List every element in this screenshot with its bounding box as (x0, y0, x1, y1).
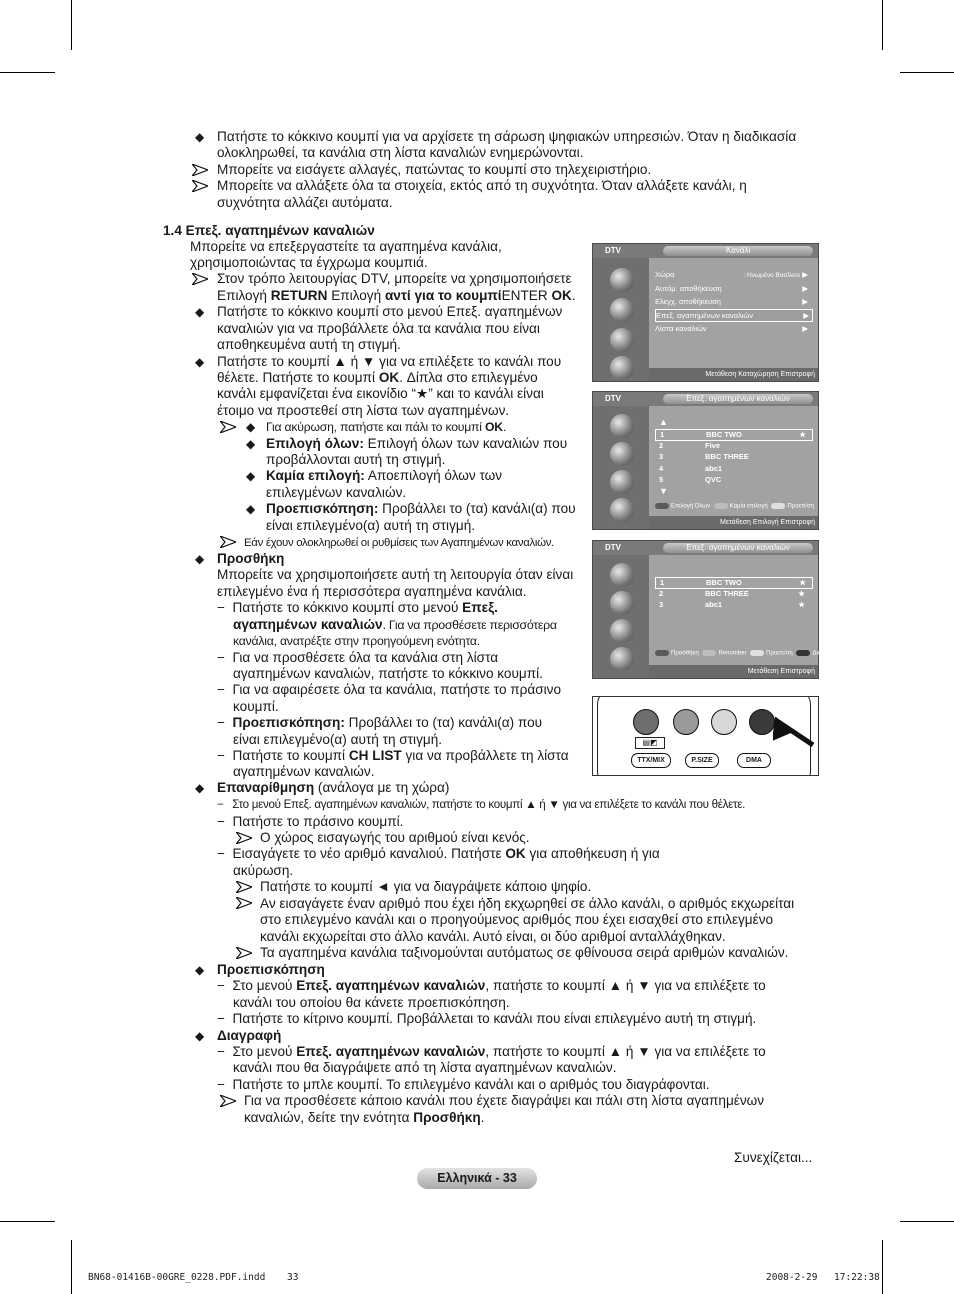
blue-button[interactable] (749, 709, 775, 735)
body-text: καναλιών για να προβάλλετε όλα τα κανάλια που είναι (217, 321, 540, 336)
menu-item-auto-store[interactable]: Αυτόμ. αποθήκευση ▶ (655, 284, 808, 293)
note-text: στο επιλεγμένο κανάλι και ο προηγούμενος αριθμός που έχει εισαχθεί στο επιλεγμένο (260, 912, 774, 927)
green-button[interactable] (673, 709, 699, 735)
body-text: αγαπημένων καναλιών. (233, 764, 375, 779)
crop-mark (900, 1221, 954, 1222)
setup-gear-icon (610, 328, 634, 352)
panel-sidebar (593, 258, 649, 381)
body-text: ακύρωση. (233, 863, 294, 878)
picture-icon (610, 268, 634, 292)
note-arrow-icon (192, 164, 208, 176)
channel-row[interactable]: 5 QVC (659, 475, 722, 484)
footer-filename: BN68-01416B-00GRE_0228.PDF.indd (88, 1272, 266, 1283)
subsection-title: Επαναρίθμηση (ανάλογα με τη χώρα) (217, 780, 450, 795)
crop-mark (71, 0, 72, 50)
body-text: κουμπί. (233, 699, 279, 714)
remote-control-image (592, 696, 819, 776)
body-text: είναι επιλεγμένο(α) αυτή τη στιγμή. (233, 732, 443, 747)
dash-text: − Για να προσθέσετε όλα τα κανάλια στη λίστα (217, 650, 499, 665)
channel-row[interactable]: 1 BBC TWO ★ (655, 429, 813, 441)
diamond-bullet-icon: ◆ (195, 305, 205, 319)
panel-footer: Μετάθεση Επιλογή Επιστροφή (649, 516, 818, 529)
sound-icon (610, 591, 634, 615)
body-text: κανάλια, ανατρέξτε στην προηγούμενη ενότητα. (233, 634, 480, 648)
diamond-bullet-icon: ◆ (195, 781, 205, 795)
subsection-title: Προσθήκη (217, 551, 285, 566)
diamond-bullet-icon: ◆ (195, 130, 205, 144)
crop-mark (71, 1240, 72, 1294)
sound-icon (610, 442, 634, 466)
body-text: Για ακύρωση, πατήστε και πάλι το κουμπί OK. (266, 420, 507, 434)
picture-icon (610, 414, 634, 438)
dash-text: − Πατήστε το κίτρινο κουμπί. Προβάλλεται το κανάλι που είναι επιλεγμένο αυτή τη στιγμή. (217, 1011, 757, 1026)
channel-row[interactable]: 2 Five (659, 441, 721, 450)
panel-body (649, 555, 818, 665)
note-arrow-icon (236, 881, 252, 893)
dash-text: − Στο μενού Επεξ. αγαπημένων καναλιών, πατήστε το κουμπί ▲ ή ▼ για να επιλέξετε το κανάλι που θέλετε. (217, 798, 746, 811)
section-text: χρησιμοποιώντας τα έγχρωμα κουμπιά. (190, 255, 428, 270)
sound-icon (610, 298, 634, 322)
note-arrow-icon (236, 897, 252, 909)
dash-text: − Πατήστε το μπλε κουμπί. Το επιλεγμένο κανάλι και ο αριθμός του διαγράφονται. (217, 1077, 710, 1092)
input-icon (610, 356, 634, 380)
note-arrow-icon (220, 421, 236, 433)
body-text: είναι επιλεγμένο(α) αυτή τη στιγμή. (266, 518, 476, 533)
panel-title: Κανάλι (663, 246, 813, 256)
menu-item-manual-store[interactable]: Ελεγχ. αποθήκευση ▶ (655, 297, 808, 306)
input-icon (610, 647, 634, 671)
dash-text: − Στο μενού Επεξ. αγαπημένων καναλιών, πατήστε το κουμπί ▲ ή ▼ για να επιλέξετε το (217, 978, 766, 993)
note-text: Για να προσθέσετε κάποιο κανάλι που έχετε διαγράψει και πάλι στη λίστα αγαπημένων (244, 1093, 765, 1108)
body-text: θέλετε. Πατήστε το κουμπί OK. Δίπλα στο επιλεγμένο (217, 370, 538, 385)
note-text: Μπορείτε να αλλάξετε όλα τα στοιχεία, εκτός από τη συχνότητα. Όταν αλλάξετε κανάλι, η (217, 178, 747, 193)
dash-text: − Πατήστε το κουμπί CH LIST για να προβάλλετε τη λίστα (217, 748, 569, 763)
crop-mark (900, 72, 954, 73)
section-title: 1.4 Επεξ. αγαπημένων καναλιών (163, 223, 375, 238)
footer-page: 33 (287, 1272, 299, 1283)
body-text: Καμία επιλογή: Αποεπιλογή όλων των (266, 468, 503, 483)
body-text: Επιλογή RETURN Επιλογή αντί για το κουμπίENTER OK. (217, 288, 576, 303)
subsection-title: Προεπισκόπηση (217, 962, 325, 977)
channel-row[interactable]: 2 BBC THREE ★ (659, 589, 805, 598)
dma-button[interactable]: DMA (737, 753, 771, 768)
diamond-bullet-icon: ◆ (246, 437, 256, 451)
section-text: Μπορείτε να επεξεργαστείτε τα αγαπημένα κανάλια, (190, 239, 502, 254)
body-text: αποθηκευμένα αυτή τη στιγμή. (217, 337, 401, 352)
crop-mark (882, 1240, 883, 1294)
diamond-bullet-icon: ◆ (246, 502, 256, 516)
diamond-bullet-icon: ◆ (195, 963, 205, 977)
intro-text: ολοκληρωθεί, τα κανάλια στη λίστα καναλιών ενημερώνονται. (217, 145, 584, 160)
diamond-bullet-icon: ◆ (195, 1029, 205, 1043)
note-arrow-icon (236, 832, 252, 844)
picture-icon (610, 563, 634, 587)
dash-text: − Στο μενού Επεξ. αγαπημένων καναλιών, πατήστε το κουμπί ▲ ή ▼ για να επιλέξετε το (217, 1044, 766, 1059)
panel-footer: Μετάθεση Καταχώρηση Επιστροφή (649, 368, 818, 381)
body-text: Πατήστε το κόκκινο κουμπί στο μενού Επεξ. αγαπημένων (217, 304, 563, 319)
body-text: έτοιμο να προστεθεί στη λίστα των αγαπημένων. (217, 403, 510, 418)
diamond-bullet-icon: ◆ (246, 469, 256, 483)
teletext-icon: ▤◩ (635, 737, 665, 749)
note-text: συχνότητα αλλάζει αυτόματα. (217, 195, 393, 210)
panel-title: Επεξ. αγαπημένων καναλιών (663, 394, 813, 404)
channel-row[interactable]: 1 BBC TWO ★ (655, 577, 813, 589)
dash-text: − Πατήστε το κόκκινο κουμπί στο μενού Επεξ. (217, 600, 498, 615)
color-button-hints: Επιλογή Όλων Καμία επιλογή Προεπ/ση (653, 503, 815, 510)
ttx-mix-button[interactable]: TTX/MIX (631, 753, 671, 768)
note-arrow-icon (192, 273, 208, 285)
continued-text: Συνεχίζεται... (734, 1150, 813, 1165)
body-text: επιλεγμένο ένα ή περισσότερα αγαπημένα κανάλια. (217, 584, 527, 599)
note-text: κανάλι εκχωρείται στο άλλο κανάλι. Αυτό είναι, οι δύο αριθμοί ανταλλάχθηκαν. (260, 929, 726, 944)
menu-item-country[interactable]: Χώρα : Ηνωμένο Βασίλειο ▶ (655, 270, 808, 279)
color-button-hints: Προσθήκη Renumber Προεπ/ση Διαγραφή (653, 650, 815, 657)
body-text: αγαπημένων καναλιών. Για να προσθέσετε περισσότερα (233, 617, 557, 632)
input-icon (610, 498, 634, 522)
channel-row[interactable]: 3 BBC THREE (659, 452, 749, 461)
page-number-badge: Ελληνικά - 33 (417, 1168, 537, 1189)
channel-row[interactable]: 3 abc1 ★ (659, 600, 805, 609)
panel-sidebar (593, 406, 649, 529)
footer-time: 17:22:38 (834, 1272, 880, 1283)
note-text: Μπορείτε να εισάγετε αλλαγές, πατώντας το κουμπί στο τηλεχειριστήριο. (217, 162, 652, 177)
setup-gear-icon (610, 619, 634, 643)
diamond-bullet-icon: ◆ (246, 420, 256, 434)
body-text: Επιλογή όλων: Επιλογή όλων των καναλιών που (266, 436, 568, 451)
dash-text: − Για να αφαιρέσετε όλα τα κανάλια, πατήστε το πράσινο (217, 682, 562, 697)
crop-mark (0, 1221, 55, 1222)
body-text: κανάλι που θα διαγράψετε από τη λίστα αγαπημένων καναλιών. (233, 1060, 617, 1075)
dash-text: − Προεπισκόπηση: Προβάλλει το (τα) κανάλι(α) που (217, 715, 543, 730)
note-text: Αν εισαγάγετε έναν αριθμό που έχει ήδη εκχωρηθεί σε άλλο κανάλι, ο αριθμός εκχωρείται (260, 896, 795, 911)
red-button[interactable] (633, 709, 659, 735)
psize-button[interactable]: P.SIZE (685, 753, 719, 768)
edit-favourites-panel (592, 391, 819, 530)
note-text: Τα αγαπημένα κανάλια ταξινομούνται αυτόματως σε φθίνουσα σειρά αριθμών καναλιών. (260, 945, 789, 960)
favourites-list-panel (592, 540, 839, 679)
scroll-down-icon[interactable]: ▼ (659, 486, 668, 496)
body-text: Προεπισκόπηση: Προβάλλει το (τα) κανάλι(α) που (266, 501, 576, 516)
diamond-bullet-icon: ◆ (195, 552, 205, 566)
body-text: αγαπημένων καναλιών, πατήστε το κόκκινο κουμπί. (233, 666, 543, 681)
channel-menu-panel (592, 243, 819, 382)
note-arrow-icon (220, 536, 236, 548)
body-text: επιλεγμένων καναλιών. (266, 485, 407, 500)
setup-gear-icon (610, 470, 634, 494)
note-text: Ο χώρος εισαγωγής του αριθμού είναι κενός. (260, 830, 530, 845)
yellow-button[interactable] (711, 709, 737, 735)
dtv-label: DTV (605, 394, 621, 403)
body-text: προβάλλονται αυτή τη στιγμή. (266, 452, 446, 467)
dash-text: − Εισαγάγετε το νέο αριθμό καναλιού. Πατήστε OK για αποθήκευση ή για (217, 846, 660, 861)
note-arrow-icon (236, 947, 252, 959)
body-text: Στον τρόπο λειτουργίας DTV, μπορείτε να χρησιμοποιήσετε (217, 271, 572, 286)
note-arrow-icon (220, 1095, 236, 1107)
body-text: Εάν έχουν ολοκληρωθεί οι ρυθμίσεις των Αγαπημένων καναλιών. (244, 537, 554, 549)
dash-text: − Πατήστε το πράσινο κουμπί. (217, 814, 404, 829)
channel-row[interactable]: 4 abc1 (659, 464, 723, 473)
body-text: Μπορείτε να χρησιμοποιήσετε αυτή τη λειτουργία όταν είναι (217, 567, 574, 582)
dtv-label: DTV (605, 543, 621, 552)
menu-item-edit-favourites[interactable]: Επεξ. αγαπημένων καναλιών ▶ (655, 309, 813, 322)
panel-sidebar (593, 555, 649, 678)
crop-mark (882, 0, 883, 50)
subsection-title: Διαγραφή (217, 1028, 282, 1043)
menu-item-channel-list[interactable]: Λίστα καναλιών ▶ (655, 324, 808, 333)
body-text: Πατήστε το κουμπί ▲ ή ▼ για να επιλέξετε το κανάλι που (217, 354, 562, 369)
note-text: Πατήστε το κουμπί ◄ για να διαγράψετε κάποιο ψηφίο. (260, 879, 592, 894)
scroll-up-icon[interactable]: ▲ (659, 417, 668, 427)
diamond-bullet-icon: ◆ (195, 355, 205, 369)
body-text: κανάλι του οποίου θα κάνετε προεπισκόπηση. (233, 995, 510, 1010)
pointer-arrow-icon (773, 717, 817, 757)
crop-mark (0, 72, 55, 73)
body-text: κανάλι εμφανίζεται ένα εικονίδιο “★” και το κανάλι είναι (217, 386, 544, 401)
note-arrow-icon (192, 180, 208, 192)
intro-text: Πατήστε το κόκκινο κουμπί για να αρχίσετε τη σάρωση ψηφιακών υπηρεσιών. Όταν η διαδικασία (217, 129, 797, 144)
dtv-label: DTV (605, 246, 621, 255)
panel-footer: Μετάθεση Επιστροφή (649, 665, 818, 678)
panel-title: Επεξ. αγαπημένων καναλιών (663, 543, 813, 553)
note-text: καναλιών, δείτε την ενότητα Προσθήκη. (244, 1110, 485, 1125)
footer-date: 2008-2-29 (766, 1272, 818, 1283)
